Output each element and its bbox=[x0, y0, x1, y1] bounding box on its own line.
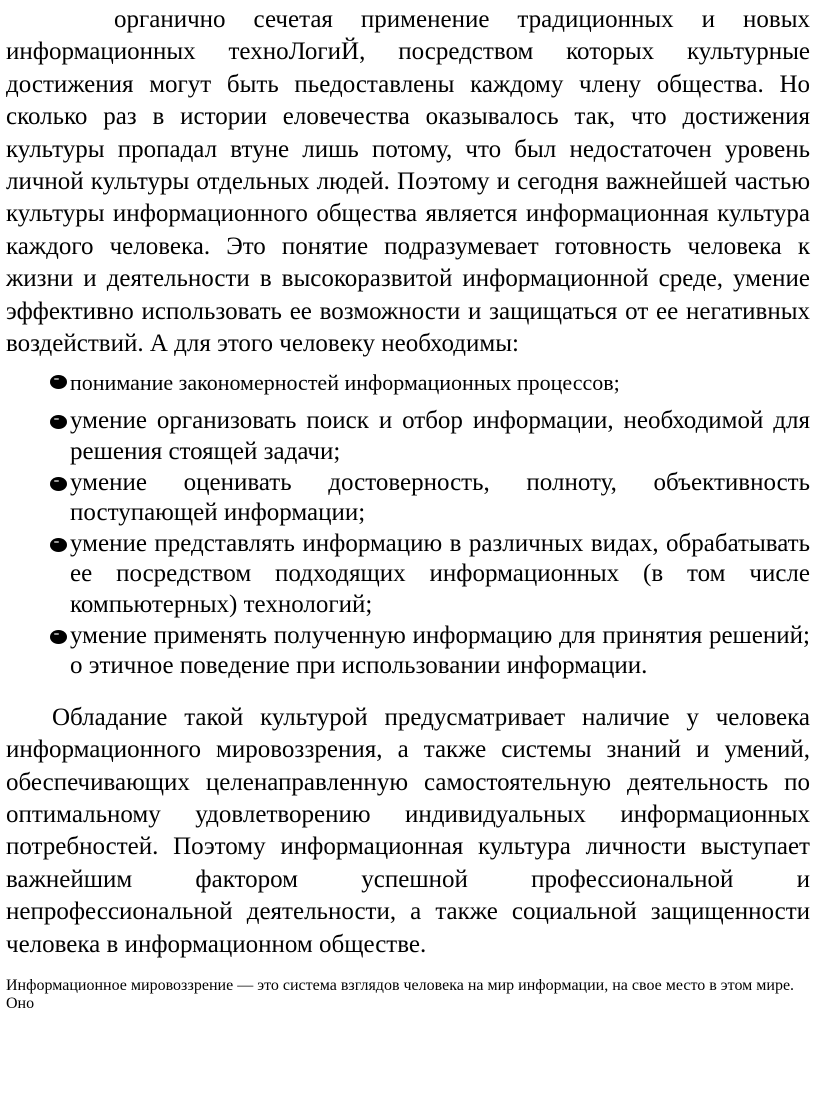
bullet-icon bbox=[50, 477, 67, 491]
bullet-icon bbox=[50, 415, 67, 429]
list-item bbox=[70, 468, 810, 529]
bullet-icon bbox=[50, 630, 67, 644]
bullet-icon bbox=[50, 375, 67, 389]
list-item-text: умение применять полученную информацию для принятия решений; о этичное поведение при использовании информации. bbox=[70, 621, 810, 680]
intro-paragraph: органично сечетая применение традиционных и новых информационных техноЛогиЙ, посредством которых культурные достижения могут быть пьедоставлены каждому члену общества. Но сколько раз в истории еловечества оказывалось так, что достижения культуры пропадал втуне лишь потому, что был недостаточен уровень личной культуры отдельных людей. Поэтому и сегодня важнейшей частью культуры информационного общества является информационная культура каждого человека. Это понятие подразумевает готовность человека к жизни и деятельности в высокоразвитой информационной среде, умение эффективно использовать ее возможности и защищаться от ее негативных воздействий. А для этого человеку необходимы: bbox=[6, 6, 810, 358]
list-item-text: умение организовать поиск и отбор информации, необходимой для решения стоящей задачи; bbox=[70, 407, 810, 466]
list-item bbox=[70, 529, 810, 621]
list-item-text: умение представлять информацию в различных видах, обрабатывать ее посредством подходящих информационных (в том числе компьютерных) технологий; bbox=[70, 529, 810, 619]
list-item bbox=[70, 406, 810, 467]
requirements-list bbox=[6, 368, 810, 681]
bullet-icon bbox=[50, 538, 67, 552]
list-item bbox=[70, 368, 810, 398]
second-paragraph: Обладание такой культурой предусматривает наличие у человека информационного мировоззрения, а также системы знаний и умений, обеспечивающих целенаправленную самостоятельную деятельность по оптимальному удовлетворению индивидуальных информационных потребностей. Поэтому информационная культура личности выступает важнейшим фактором успешной профессиональной и непрофессиональной деятельности, а также социальной защищенности человека в информационном обществе. bbox=[6, 703, 810, 958]
third-paragraph: Информационное мировоззрение — это система взглядов человека на мир информации, на свое место в этом мире. Оно bbox=[6, 977, 795, 1013]
list-item bbox=[70, 621, 810, 682]
list-item-text: умение оценивать достоверность, полноту, объективность поступающей информации; bbox=[70, 468, 810, 527]
list-item-text: понимание закономерностей информационных процессов; bbox=[70, 370, 620, 396]
